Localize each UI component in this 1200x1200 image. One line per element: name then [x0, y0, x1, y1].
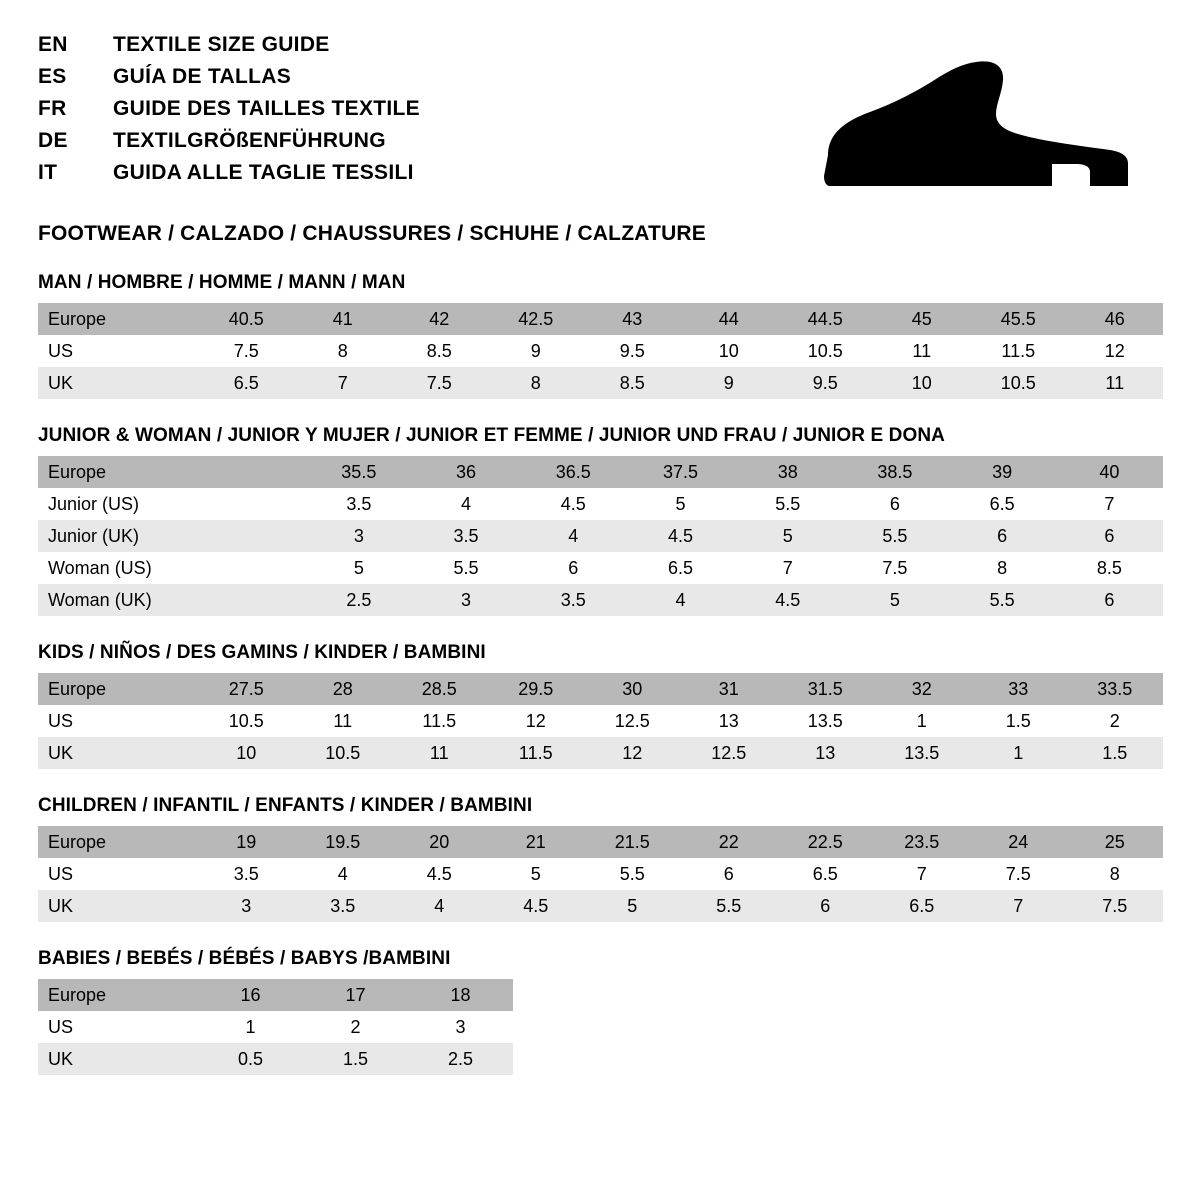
cell: 41 [295, 303, 392, 335]
table-row [38, 858, 1163, 890]
cell: 7 [970, 890, 1067, 922]
group-title: KIDS / NIÑOS / DES GAMINS / KINDER / BAMBINI [38, 642, 486, 663]
table-row [38, 367, 1163, 399]
header [38, 34, 1162, 194]
row-label: US [38, 705, 198, 737]
group-kids [38, 642, 1162, 769]
cell: 11 [295, 705, 392, 737]
cell: 1.5 [1067, 737, 1164, 769]
cell: 4.5 [520, 488, 627, 520]
cell: 10 [874, 367, 971, 399]
cell: 30 [584, 673, 681, 705]
cell: 9.5 [777, 367, 874, 399]
cell: 4 [627, 584, 734, 616]
language-title: GUIDE DES TAILLES TEXTILE [113, 97, 420, 120]
cell: 8.5 [391, 335, 488, 367]
cell: 35.5 [305, 456, 412, 488]
cell: 2.5 [305, 584, 412, 616]
table-row [38, 1011, 513, 1043]
cell: 6.5 [874, 890, 971, 922]
group-junior-woman [38, 425, 1162, 616]
language-title: GUÍA DE TALLAS [113, 65, 292, 88]
cell: 19.5 [295, 826, 392, 858]
cell: 1 [198, 1011, 303, 1043]
dress-shoe-icon [780, 60, 1140, 190]
cell: 7.5 [391, 367, 488, 399]
row-label: Europe [38, 673, 198, 705]
cell: 5.5 [412, 552, 519, 584]
language-code: IT [38, 161, 58, 184]
row-label: UK [38, 367, 198, 399]
row-label: US [38, 858, 198, 890]
cell: 21.5 [584, 826, 681, 858]
cell: 5 [305, 552, 412, 584]
cell: 11 [391, 737, 488, 769]
cell: 5.5 [734, 488, 841, 520]
cell: 29.5 [488, 673, 585, 705]
cell: 5.5 [949, 584, 1056, 616]
cell: 2 [303, 1011, 408, 1043]
cell: 42 [391, 303, 488, 335]
table-row [38, 520, 1163, 552]
table-row [38, 979, 513, 1011]
cell: 18 [408, 979, 513, 1011]
cell: 3.5 [198, 858, 295, 890]
cell: 44 [681, 303, 778, 335]
cell: 36.5 [520, 456, 627, 488]
group-title: MAN / HOMBRE / HOMME / MANN / MAN [38, 272, 406, 293]
cell: 7 [295, 367, 392, 399]
cell: 6.5 [777, 858, 874, 890]
section-title: FOOTWEAR / CALZADO / CHAUSSURES / SCHUHE / CALZATURE [38, 222, 707, 245]
size-table-babies [38, 979, 513, 1075]
language-row [38, 34, 420, 55]
row-label: Europe [38, 303, 198, 335]
cell [198, 456, 305, 488]
language-row [38, 130, 420, 151]
cell: 12 [1067, 335, 1164, 367]
cell: 39 [949, 456, 1056, 488]
cell: 7 [734, 552, 841, 584]
cell: 3 [412, 584, 519, 616]
row-label: Junior (UK) [38, 520, 198, 552]
cell: 9 [681, 367, 778, 399]
cell: 3.5 [295, 890, 392, 922]
cell: 17 [303, 979, 408, 1011]
cell: 44.5 [777, 303, 874, 335]
table-row [38, 303, 1163, 335]
size-table-children [38, 826, 1163, 922]
cell: 11.5 [970, 335, 1067, 367]
cell: 23.5 [874, 826, 971, 858]
cell: 9 [488, 335, 585, 367]
language-list [38, 34, 420, 194]
cell: 11.5 [488, 737, 585, 769]
cell: 45 [874, 303, 971, 335]
table-row [38, 456, 1163, 488]
cell: 10 [681, 335, 778, 367]
cell: 4.5 [734, 584, 841, 616]
cell: 22.5 [777, 826, 874, 858]
cell: 38 [734, 456, 841, 488]
cell: 16 [198, 979, 303, 1011]
cell: 27.5 [198, 673, 295, 705]
cell: 10 [198, 737, 295, 769]
cell: 7.5 [198, 335, 295, 367]
cell: 31 [681, 673, 778, 705]
row-label: US [38, 1011, 198, 1043]
cell: 13 [777, 737, 874, 769]
cell: 6 [777, 890, 874, 922]
cell: 1.5 [970, 705, 1067, 737]
cell: 3 [198, 890, 295, 922]
cell: 40.5 [198, 303, 295, 335]
cell: 33.5 [1067, 673, 1164, 705]
cell: 0.5 [198, 1043, 303, 1075]
cell [198, 552, 305, 584]
language-code: DE [38, 129, 68, 152]
language-row [38, 66, 420, 87]
language-title: TEXTILE SIZE GUIDE [113, 33, 330, 56]
cell: 4 [295, 858, 392, 890]
cell: 7.5 [970, 858, 1067, 890]
cell: 5.5 [584, 858, 681, 890]
table-row [38, 705, 1163, 737]
table-row [38, 584, 1163, 616]
group-title: BABIES / BEBÉS / BÉBÉS / BABYS /BAMBINI [38, 948, 451, 969]
cell: 4.5 [488, 890, 585, 922]
cell: 37.5 [627, 456, 734, 488]
cell: 6.5 [949, 488, 1056, 520]
cell: 43 [584, 303, 681, 335]
cell: 10.5 [198, 705, 295, 737]
cell: 5 [627, 488, 734, 520]
cell: 6 [520, 552, 627, 584]
cell: 7.5 [841, 552, 948, 584]
cell: 13.5 [777, 705, 874, 737]
cell: 10.5 [777, 335, 874, 367]
cell: 6.5 [627, 552, 734, 584]
language-code: ES [38, 65, 67, 88]
cell: 3.5 [412, 520, 519, 552]
cell: 46 [1067, 303, 1164, 335]
language-title: GUIDA ALLE TAGLIE TESSILI [113, 161, 414, 184]
cell: 20 [391, 826, 488, 858]
cell: 12.5 [681, 737, 778, 769]
cell: 3.5 [305, 488, 412, 520]
table-row [38, 673, 1163, 705]
table-row [38, 488, 1163, 520]
cell [198, 488, 305, 520]
cell: 6.5 [198, 367, 295, 399]
cell: 4.5 [627, 520, 734, 552]
table-row [38, 890, 1163, 922]
cell: 13 [681, 705, 778, 737]
cell: 9.5 [584, 335, 681, 367]
table-row [38, 737, 1163, 769]
cell: 19 [198, 826, 295, 858]
cell: 12 [488, 705, 585, 737]
cell: 31.5 [777, 673, 874, 705]
cell: 8 [1067, 858, 1164, 890]
cell: 5.5 [841, 520, 948, 552]
language-title: TEXTILGRÖßENFÜHRUNG [113, 129, 386, 152]
cell: 22 [681, 826, 778, 858]
group-title: CHILDREN / INFANTIL / ENFANTS / KINDER / BAMBINI [38, 795, 533, 816]
cell: 8.5 [584, 367, 681, 399]
cell: 25 [1067, 826, 1164, 858]
table-row [38, 826, 1163, 858]
row-label: Junior (US) [38, 488, 198, 520]
cell: 10.5 [970, 367, 1067, 399]
cell: 7 [1056, 488, 1163, 520]
cell: 4 [520, 520, 627, 552]
cell: 4 [391, 890, 488, 922]
cell: 1 [970, 737, 1067, 769]
cell: 32 [874, 673, 971, 705]
cell [198, 520, 305, 552]
cell: 8.5 [1056, 552, 1163, 584]
table-row [38, 1043, 513, 1075]
cell: 5 [488, 858, 585, 890]
row-label: UK [38, 890, 198, 922]
cell: 8 [295, 335, 392, 367]
cell: 8 [949, 552, 1056, 584]
cell [198, 584, 305, 616]
row-label: Woman (UK) [38, 584, 198, 616]
group-title: JUNIOR & WOMAN / JUNIOR Y MUJER / JUNIOR ET FEMME / JUNIOR UND FRAU / JUNIOR E DONA [38, 425, 946, 446]
cell: 36 [412, 456, 519, 488]
cell: 5 [734, 520, 841, 552]
row-label: Europe [38, 826, 198, 858]
cell: 5.5 [681, 890, 778, 922]
cell: 6 [1056, 520, 1163, 552]
cell: 10.5 [295, 737, 392, 769]
cell: 5 [584, 890, 681, 922]
cell: 6 [1056, 584, 1163, 616]
cell: 3.5 [520, 584, 627, 616]
cell: 4.5 [391, 858, 488, 890]
size-table-kids [38, 673, 1163, 769]
cell: 28.5 [391, 673, 488, 705]
cell: 12 [584, 737, 681, 769]
cell: 28 [295, 673, 392, 705]
row-label: UK [38, 737, 198, 769]
cell: 4 [412, 488, 519, 520]
group-man [38, 272, 1162, 399]
language-row [38, 162, 420, 183]
cell: 8 [488, 367, 585, 399]
group-children [38, 795, 1162, 922]
table-row [38, 552, 1163, 584]
language-code: EN [38, 33, 68, 56]
cell: 3 [305, 520, 412, 552]
cell: 12.5 [584, 705, 681, 737]
cell: 11.5 [391, 705, 488, 737]
cell: 7.5 [1067, 890, 1164, 922]
cell: 33 [970, 673, 1067, 705]
cell: 13.5 [874, 737, 971, 769]
cell: 11 [1067, 367, 1164, 399]
cell: 21 [488, 826, 585, 858]
cell: 24 [970, 826, 1067, 858]
cell: 2 [1067, 705, 1164, 737]
row-label: US [38, 335, 198, 367]
row-label: UK [38, 1043, 198, 1075]
cell: 3 [408, 1011, 513, 1043]
cell: 1 [874, 705, 971, 737]
cell: 6 [949, 520, 1056, 552]
cell: 42.5 [488, 303, 585, 335]
cell: 40 [1056, 456, 1163, 488]
cell: 1.5 [303, 1043, 408, 1075]
cell: 7 [874, 858, 971, 890]
language-code: FR [38, 97, 67, 120]
row-label: Europe [38, 456, 198, 488]
row-label: Europe [38, 979, 198, 1011]
group-babies [38, 948, 1162, 1075]
cell: 45.5 [970, 303, 1067, 335]
table-row [38, 335, 1163, 367]
row-label: Woman (US) [38, 552, 198, 584]
cell: 6 [841, 488, 948, 520]
cell: 6 [681, 858, 778, 890]
size-table-man [38, 303, 1163, 399]
cell: 5 [841, 584, 948, 616]
cell: 11 [874, 335, 971, 367]
cell: 2.5 [408, 1043, 513, 1075]
size-table-junior-woman [38, 456, 1163, 616]
cell: 38.5 [841, 456, 948, 488]
language-row [38, 98, 420, 119]
